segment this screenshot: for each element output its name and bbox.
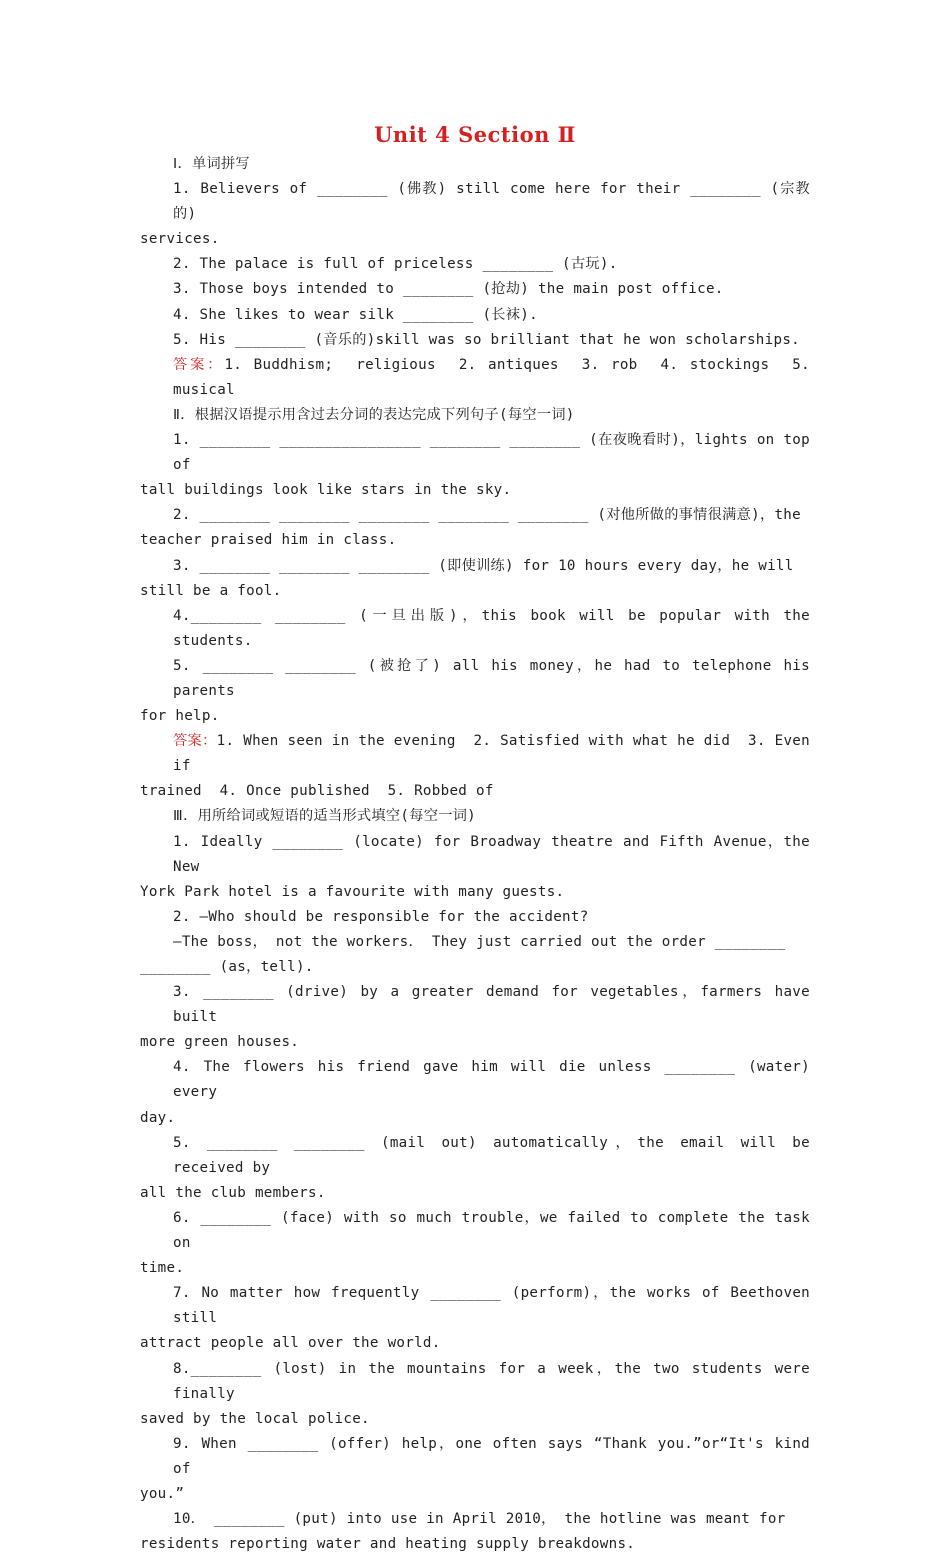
line-text: Ⅱ．根据汉语提示用含过去分词的表达完成下列句子(每空一词) [173, 406, 575, 423]
line-text: 4.________ ________ (一旦出版)，this book will be popular with the students. [173, 607, 819, 649]
line-text: 1. Believers of ________ (佛教) still come here for their ________ (宗教的) [173, 181, 810, 223]
text-line [140, 604, 819, 654]
line-text: 2. —Who should be responsible for the accident? [173, 908, 589, 925]
line-text: York Park hotel is a favourite with many guests. [140, 883, 565, 900]
text-line [140, 554, 810, 579]
line-text: you.” [140, 1485, 185, 1502]
text-line [140, 1432, 819, 1482]
answer-label: 答案： [173, 356, 225, 373]
line-text: 1. When seen in the evening 2. Satisfied with what he did 3. Even if [173, 733, 819, 775]
line-text: 5. ________ ________ (mail out) automatically，the email will be received by [173, 1134, 819, 1176]
answer-line [140, 353, 819, 403]
line-text: 5. ________ ________ (被抢了) all his money，he had to telephone his parents [173, 657, 819, 699]
line-text: 5. His ________ (音乐的)skill was so brilliant that he won scholarships. [173, 331, 801, 348]
text-line [140, 503, 810, 528]
line-text: 1. ________ ________________ ________ ________ (在夜晚看时)，lights on top of [173, 432, 819, 474]
line-text: Ⅲ．用所给词或短语的适当形式填空(每空一词) [173, 808, 477, 825]
text-line [140, 1206, 819, 1256]
text-line [140, 779, 810, 804]
text-line [140, 1281, 819, 1331]
line-text: trained 4. Once published 5. Robbed of [140, 783, 494, 800]
text-line [140, 152, 810, 177]
text-line [140, 303, 810, 328]
line-text: 4. The flowers his friend gave him will die unless ________ (water) every [173, 1059, 819, 1101]
line-text: attract people all over the world. [140, 1335, 441, 1352]
line-text: 9. When ________ (offer) help，one often says “Thank you.”or“It's kind of [173, 1435, 819, 1477]
line-text: Ⅰ．单词拼写 [173, 156, 250, 172]
text-line [140, 880, 810, 905]
text-line [140, 177, 810, 227]
line-text: 7. No matter how frequently ________ (perform)，the works of Beethoven still [173, 1285, 819, 1327]
line-text: teacher praised him in class. [140, 532, 397, 549]
text-line [140, 1482, 810, 1507]
text-line [140, 654, 819, 704]
line-text: still be a fool. [140, 582, 282, 599]
text-line [140, 428, 819, 478]
line-text: 2. The palace is full of priceless ________ (古玩). [173, 256, 618, 273]
line-text: saved by the local police. [140, 1410, 370, 1427]
text-line [140, 804, 810, 829]
line-text: more green houses. [140, 1034, 300, 1051]
text-line [140, 1256, 810, 1281]
line-text: all the club members. [140, 1184, 326, 1201]
text-line [140, 704, 810, 729]
text-line [140, 1131, 819, 1181]
line-text: services. [140, 231, 220, 248]
text-line [140, 930, 810, 955]
line-text: 1. Ideally ________ (locate) for Broadway theatre and Fifth Avenue，the New [173, 833, 819, 875]
line-text: 1. Buddhism; religious 2. antiques 3. rob 4. stockings 5. musical [173, 356, 819, 398]
line-text: 3. Those boys intended to ________ (抢劫) the main post office. [173, 281, 724, 298]
worksheet-page [140, 118, 819, 1557]
text-line [140, 403, 810, 428]
text-line [140, 1055, 819, 1105]
text-line [140, 1030, 810, 1055]
page-title: Unit 4 Section Ⅱ [374, 122, 576, 147]
text-line [140, 277, 810, 302]
text-line [140, 328, 810, 353]
line-text: day. [140, 1109, 176, 1126]
text-line [140, 1407, 810, 1432]
text-line [140, 955, 810, 980]
line-text: 4. She likes to wear silk ________ (长袜). [173, 306, 538, 323]
line-text: —The boss， not the workers． They just carried out the order ________ [173, 933, 786, 950]
line-text: 8.________ (lost) in the mountains for a week，the two students were finally [173, 1360, 819, 1402]
line-text: time. [140, 1260, 185, 1277]
text-line [140, 1357, 819, 1407]
text-line [140, 227, 810, 252]
text-line [140, 980, 819, 1030]
line-text: 3. ________ (drive) by a greater demand for vegetables，farmers have built [173, 984, 819, 1026]
line-text: 3. ________ ________ ________ (即使训练) for 10 hours every day，he will [173, 557, 794, 574]
text-line [140, 478, 810, 503]
text-line [140, 579, 810, 604]
line-text: tall buildings look like stars in the sky. [140, 482, 512, 499]
line-text: for help. [140, 708, 220, 725]
text-line [140, 1532, 810, 1557]
line-text: 6. ________ (face) with so much trouble，we failed to complete the task on [173, 1209, 819, 1252]
line-text: residents reporting water and heating supply breakdowns. [140, 1536, 636, 1553]
text-line [140, 830, 819, 880]
text-line [140, 1106, 810, 1131]
text-line [140, 905, 810, 930]
answer-line [140, 729, 819, 779]
text-line [140, 252, 810, 277]
text-line [140, 528, 810, 553]
text-line [140, 1181, 810, 1206]
line-text: 2. ________ ________ ________ ________ ________ (对他所做的事情很满意)，the [173, 507, 801, 524]
worksheet-body [140, 152, 819, 1557]
line-text: 10． ________ (put) into use in April 2010， the hotline was meant for [173, 1511, 786, 1528]
answer-label: 答案： [173, 733, 217, 750]
line-text: ________ (as，tell). [140, 959, 314, 975]
text-line [140, 1507, 810, 1532]
